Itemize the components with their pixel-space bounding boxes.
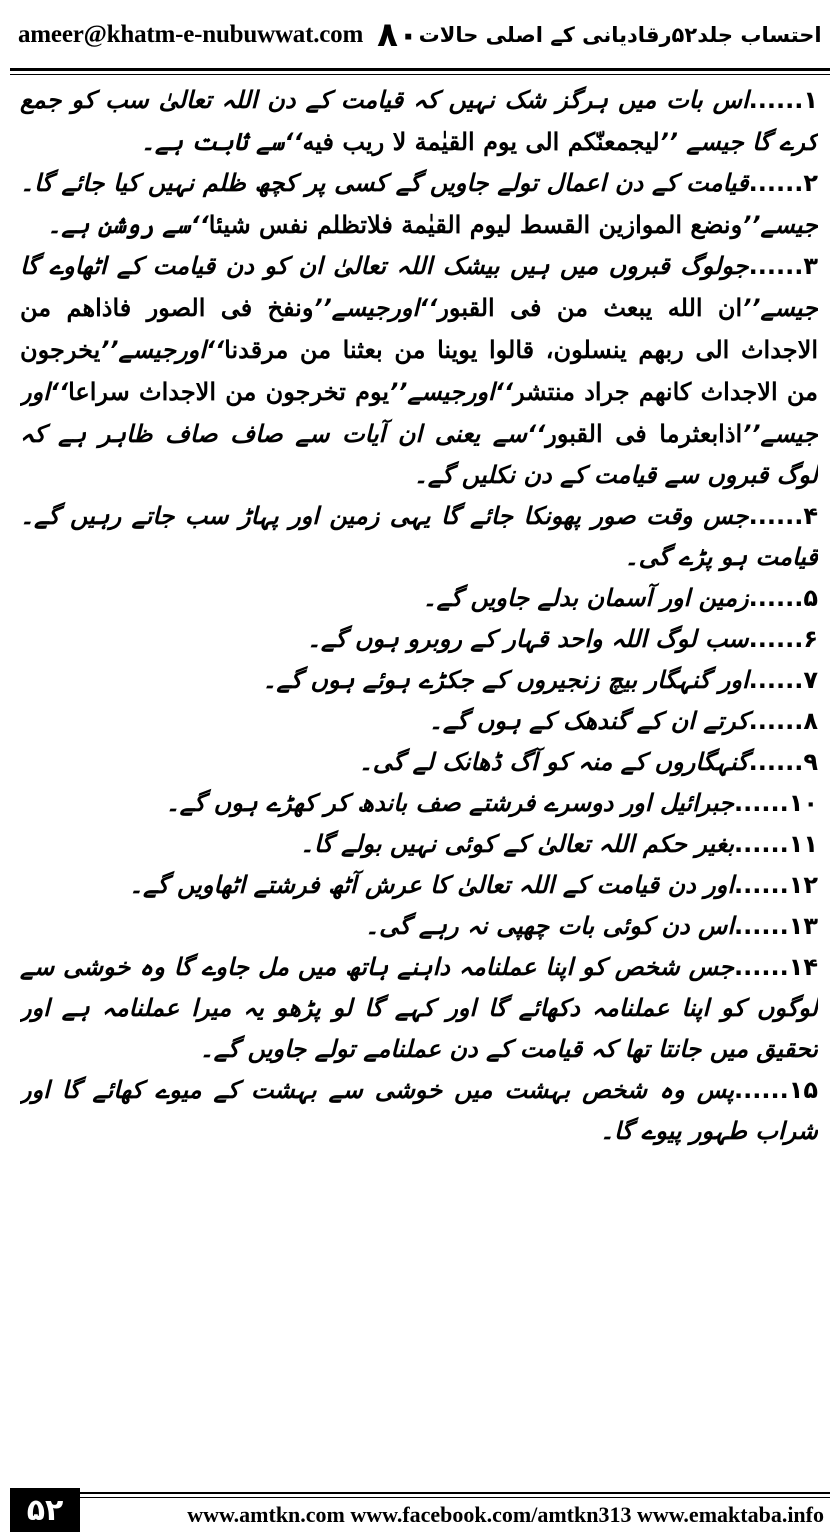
- urdu-text: ‘‘سے ثابت ہے۔: [140, 128, 303, 156]
- urdu-text: زمین اور آسمان بدلے جاویں گے۔: [422, 584, 749, 612]
- urdu-text: ‘‘سے یعنی ان آیات سے صاف صاف ظاہر ہے کہ لوگ قبروں سے قیامت کے دن نکلیں گے۔: [20, 420, 818, 489]
- arabic-quote: ان الله يبعث من فى القبور: [437, 293, 743, 322]
- urdu-text: بغیر حکم اللہ تعالیٰ کے کوئی نہیں بولے گا۔: [299, 830, 734, 858]
- urdu-text: ‘‘سے روشن ہے۔: [47, 211, 209, 239]
- arabic-quote: اذابعثرما فى القبور: [545, 419, 743, 448]
- list-item: [20, 578, 818, 619]
- item-number: ۸......: [748, 707, 818, 735]
- list-item: [20, 496, 818, 578]
- page-header: [18, 6, 822, 64]
- header-page-number: ۸۰: [377, 15, 419, 55]
- item-number: ۶......: [748, 625, 818, 653]
- urdu-text: جولوگ قبروں میں ہیں بیشک اللہ تعالیٰ ان کو دن قیامت کے اٹھاوے گا جیسے’’: [20, 252, 818, 322]
- arabic-quote: ونضع الموازين القسط ليوم القيٰمة فلاتظلم نفس شيئا: [208, 210, 743, 239]
- urdu-text: جس شخص کو اپنا عملنامہ داہنے ہاتھ میں مل جاوے گا وہ خوشی سے لوگوں کو اپنا عملنامہ دکھائے گا اور کہے گا لو پڑھو یہ میرا عملنامہ ہے اور تحقیق میں جانتا تھا کہ قیامت کے دن عملنامے تولے جاویں گے۔: [20, 953, 818, 1063]
- list-item: [20, 1070, 818, 1152]
- urdu-text: اس دن کوئی بات چھپی نہ رہے گی۔: [365, 912, 734, 940]
- footer-links: www.amtkn.com www.facebook.com/amtkn313 www.emaktaba.info: [187, 1502, 824, 1527]
- header-rule: [10, 68, 830, 71]
- item-number: ۱۴......: [734, 953, 818, 981]
- item-number: ۱......: [748, 86, 818, 114]
- item-number: ۱۲......: [734, 871, 818, 899]
- urdu-text: اور گنہگار بیچ زنجیروں کے جکڑے ہوئے ہوں گے۔: [262, 666, 749, 694]
- list-item: [20, 824, 818, 865]
- list-item: [20, 660, 818, 701]
- item-number: ۵......: [748, 584, 818, 612]
- item-number: ۴......: [748, 502, 818, 530]
- item-number: ۱۰......: [734, 789, 818, 817]
- header-email: ameer@khatm-e-nubuwwat.com: [18, 21, 364, 48]
- header-book-title: احتساب جلد۵۲رقادیانی کے اصلی حالات: [418, 23, 822, 47]
- urdu-text: کرتے ان کے گندھک کے ہوں گے۔: [428, 707, 749, 735]
- urdu-text: ‘‘اورجیسے’’: [313, 294, 438, 322]
- list-item: [20, 701, 818, 742]
- item-number: ۹......: [748, 748, 818, 776]
- urdu-text: اور دن قیامت کے اللہ تعالیٰ کا عرش آٹھ فرشتے اٹھاویں گے۔: [129, 871, 734, 899]
- header-rule-thin: [10, 74, 830, 75]
- urdu-text: جبرائیل اور دوسرے فرشتے صف باندھ کر کھڑے ہوں گے۔: [165, 789, 734, 817]
- urdu-text: سب لوگ اللہ واحد قہار کے روبرو ہوں گے۔: [306, 625, 749, 653]
- footer-rule-thin: [80, 1497, 830, 1498]
- urdu-text: اس بات میں ہرگز شک نہیں کہ قیامت کے دن اللہ تعالیٰ سب کو جمع کرے گا جیسے ’’: [20, 86, 818, 156]
- item-number: ۱۱......: [734, 830, 818, 858]
- page-body: [20, 80, 818, 1470]
- urdu-text: جس وقت صور پھونکا جائے گا یہی زمین اور پہاڑ سب جاتے رہیں گے۔قیامت ہو پڑے گی۔: [20, 502, 818, 571]
- footer-rule: [80, 1492, 830, 1494]
- item-number: ۷......: [748, 666, 818, 694]
- item-number: ۳......: [748, 252, 818, 280]
- urdu-text: ‘‘اورجیسے’’: [389, 378, 513, 406]
- list-item: [20, 906, 818, 947]
- list-item: [20, 619, 818, 660]
- footer-page-number: ۵۲: [10, 1488, 80, 1532]
- urdu-text: قیامت کے دن اعمال تولے جاویں گے کسی پر کچھ ظلم نہیں کیا جائے گا۔جیسے’’: [20, 169, 818, 239]
- item-number: ۱۳......: [734, 912, 818, 940]
- item-number: ۲......: [748, 169, 818, 197]
- arabic-quote: ليجمعنّكم الى يوم القيٰمة لا ريب فيه: [302, 127, 660, 156]
- urdu-text: پس وہ شخص بہشت میں خوشی سے بہشت کے میوے کھائے گا اور شراب طہور پیوے گا۔: [20, 1076, 818, 1145]
- list-item: [20, 246, 818, 496]
- arabic-quote: يخرجون من الاجداث كانهم جراد منتشر: [20, 335, 818, 406]
- list-item: [20, 163, 818, 246]
- urdu-text: ‘‘اور جیسے’’: [20, 378, 818, 448]
- footer-bar: [80, 1488, 830, 1532]
- list-item: [20, 80, 818, 163]
- list-item: [20, 865, 818, 906]
- list-item: [20, 783, 818, 824]
- urdu-text: گنہگاروں کے منہ کو آگ ڈھانک لے گی۔: [358, 748, 749, 776]
- item-number: ۱۵......: [734, 1076, 818, 1104]
- list-item: [20, 742, 818, 783]
- page-footer: [10, 1488, 830, 1532]
- list-item: [20, 947, 818, 1070]
- arabic-quote: يوم تخرجون من الاجداث سراعا: [68, 377, 390, 406]
- urdu-text: ‘‘اورجیسے’’: [100, 336, 225, 364]
- arabic-quote: ونفخ فى الصور فاذاهم من الاجداث الى ربهم ينسلون، قالوا يوينا من بعثنا من مرقدنا: [20, 293, 818, 364]
